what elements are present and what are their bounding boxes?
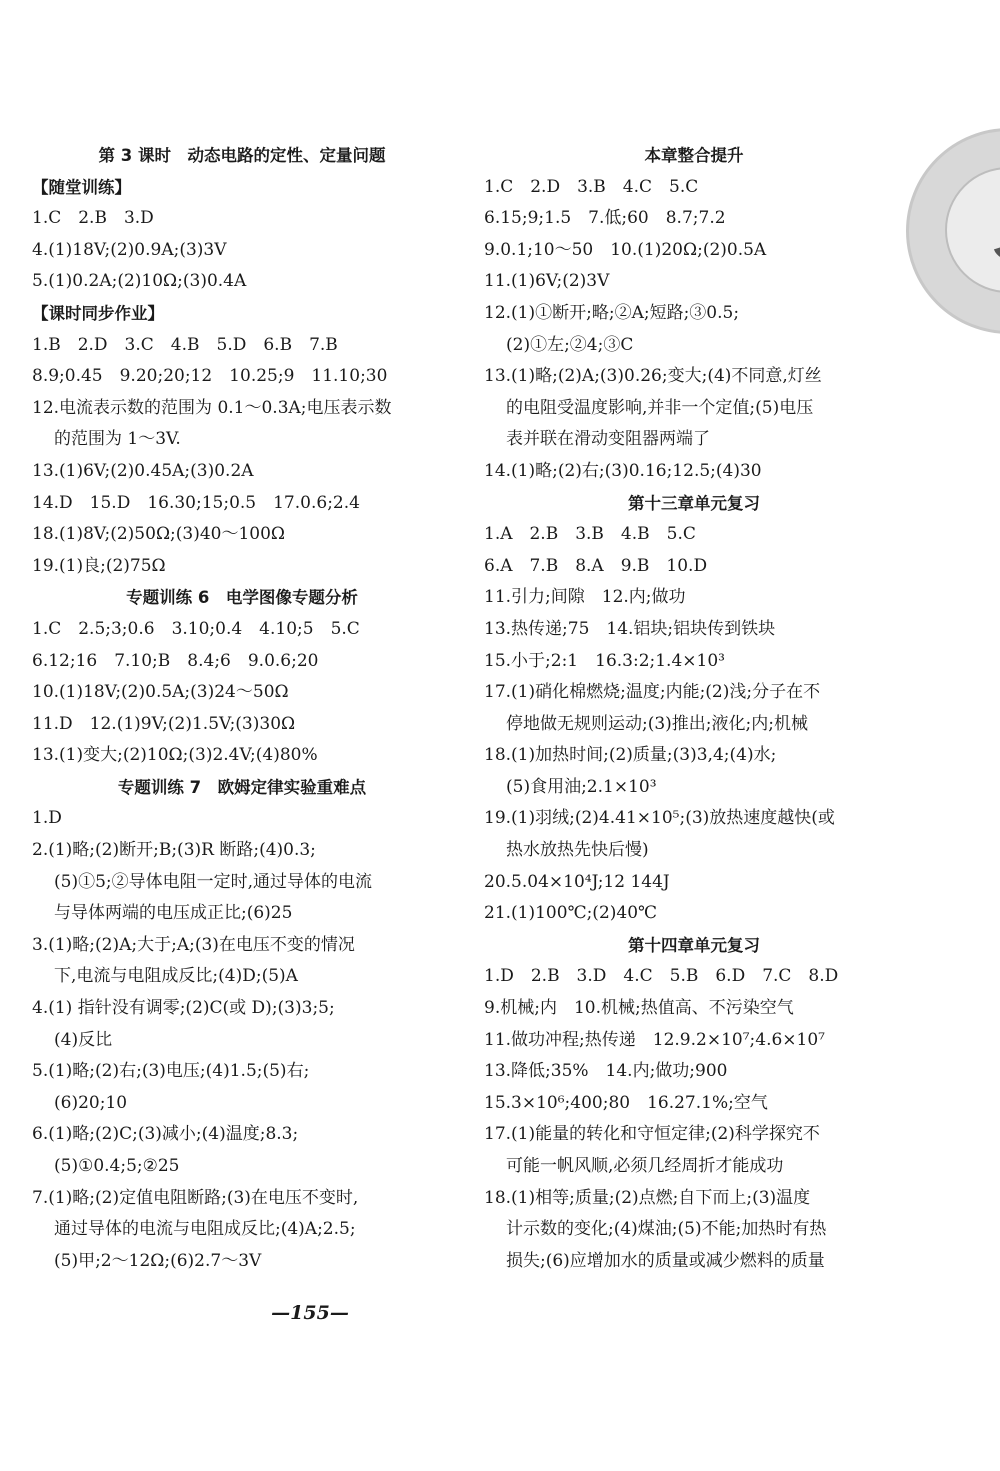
answer-line-continuation: 可能一帆风顺,必须几经周折才能成功 xyxy=(506,1156,784,1176)
answer-line: 13.热传递;75 14.铝块;铝块传到铁块 xyxy=(484,618,776,639)
answer-line-continuation: (5)①0.4;5;②25 xyxy=(54,1156,180,1176)
answer-line: 12.电流表示数的范围为 0.1～0.3A;电压表示数 xyxy=(32,397,392,418)
answer-line-continuation: 与导体两端的电压成正比;(6)25 xyxy=(54,903,293,924)
answer-line: 11.做功冲程;热传递 12.9.2×10⁷;4.6×10⁷ xyxy=(484,1029,825,1050)
answer-line: 19.(1)良;(2)75Ω xyxy=(32,555,166,576)
answer-line: 7.(1)略;(2)定值电阻断路;(3)在电压不变时, xyxy=(32,1187,359,1208)
answer-line: 9.0.1;10～50 10.(1)20Ω;(2)0.5A xyxy=(484,239,767,260)
answer-line: 1.B 2.D 3.C 4.B 5.D 6.B 7.B xyxy=(32,334,338,355)
answer-line: 5.(1)略;(2)右;(3)电压;(4)1.5;(5)右; xyxy=(32,1061,310,1082)
answer-line: 18.(1)8V;(2)50Ω;(3)40～100Ω xyxy=(32,524,286,545)
answer-line: 13.(1)略;(2)A;(3)0.26;变大;(4)不同意,灯丝 xyxy=(484,366,822,387)
answer-line-continuation: 通过导体的电流与电阻成反比;(4)A;2.5; xyxy=(54,1219,356,1240)
answer-line: 21.(1)100℃;(2)40℃ xyxy=(484,903,658,924)
answer-line: 11.(1)6V;(2)3V xyxy=(484,271,610,292)
answer-line: 6.A 7.B 8.A 9.B 10.D xyxy=(484,555,708,576)
answer-line: 15.3×10⁶;400;80 16.27.1%;空气 xyxy=(484,1092,768,1113)
answer-line-continuation: (5)食用油;2.1×10³ xyxy=(506,776,657,797)
answer-line: 1.D 2.B 3.D 4.C 5.B 6.D 7.C 8.D xyxy=(484,966,839,987)
answer-line: 12.(1)①断开;略;②A;短路;③0.5; xyxy=(484,302,740,323)
answer-line: 3.(1)略;(2)A;大于;A;(3)在电压不变的情况 xyxy=(32,934,355,955)
answer-line: 1.C 2.5;3;0.6 3.10;0.4 4.10;5 5.C xyxy=(32,618,360,639)
seal-center xyxy=(945,167,1000,293)
answer-line-continuation: (5)①5;②导体电阻一定时,通过导体的电流 xyxy=(54,871,373,892)
answer-line: 2.(1)略;(2)断开;B;(3)R 断路;(4)0.3; xyxy=(32,840,316,861)
answer-line-continuation: (6)20;10 xyxy=(54,1092,128,1113)
section-title: 本章整合提升 xyxy=(644,146,744,165)
subsection-heading: 【课时同步作业】 xyxy=(32,303,164,323)
answer-line: 13.降低;35% 14.内;做功;900 xyxy=(484,1061,728,1082)
answer-line: 20.5.04×10⁴J;12 144J xyxy=(484,871,670,892)
answer-line: 1.C 2.B 3.D xyxy=(32,208,154,229)
answer-line-continuation: (2)①左;②4;③C xyxy=(506,334,634,355)
subsection-heading: 【随堂训练】 xyxy=(32,177,131,197)
answer-line-continuation: 计示数的变化;(4)煤油;(5)不能;加热时有热 xyxy=(506,1219,827,1240)
answer-line: 6.(1)略;(2)C;(3)减小;(4)温度;8.3; xyxy=(32,1124,299,1145)
answer-line: 18.(1)加热时间;(2)质量;(3)3,4;(4)水; xyxy=(484,745,777,766)
answer-line: 18.(1)相等;质量;(2)点燃;自下而上;(3)温度 xyxy=(484,1187,811,1208)
answer-line: 17.(1)能量的转化和守恒定律;(2)科学探究不 xyxy=(484,1124,820,1145)
answer-line-continuation: 表并联在滑动变阻器两端了 xyxy=(506,429,710,450)
answer-line: 1.A 2.B 3.B 4.B 5.C xyxy=(484,524,696,545)
section-title: 第十四章单元复习 xyxy=(628,935,760,955)
page-number: —155— xyxy=(271,1302,349,1324)
answer-line: 10.(1)18V;(2)0.5A;(3)24～50Ω xyxy=(32,682,289,703)
answer-line-continuation: (4)反比 xyxy=(54,1029,113,1050)
leaf-logo-icon xyxy=(994,230,1000,275)
answer-line: 8.9;0.45 9.20;20;12 10.25;9 11.10;30 xyxy=(32,366,388,387)
answer-line: 4.(1)18V;(2)0.9A;(3)3V xyxy=(32,239,227,260)
section-title: 第 3 课时 动态电路的定性、定量问题 xyxy=(98,146,386,165)
answer-line: 1.D xyxy=(32,808,62,829)
answer-line-continuation: 损失;(6)应增加水的质量或减少燃料的质量 xyxy=(506,1250,825,1271)
answer-line-continuation: 热水放热先快后慢) xyxy=(506,840,649,861)
answer-line: 4.(1) 指针没有调零;(2)C(或 D);(3)3;5; xyxy=(32,998,335,1019)
answer-line: 6.12;16 7.10;B 8.4;6 9.0.6;20 xyxy=(32,650,319,671)
answer-line: 1.C 2.D 3.B 4.C 5.C xyxy=(484,176,699,197)
answer-line: 15.小于;2:1 16.3:2;1.4×10³ xyxy=(484,650,725,671)
section-title: 专题训练 7 欧姆定律实验重难点 xyxy=(117,777,367,797)
section-title: 专题训练 6 电学图像专题分析 xyxy=(126,588,358,608)
answer-line-continuation: 下,电流与电阻成反比;(4)D;(5)A xyxy=(54,966,298,987)
answer-line: 6.15;9;1.5 7.低;60 8.7;7.2 xyxy=(484,208,726,229)
answer-line: 5.(1)0.2A;(2)10Ω;(3)0.4A xyxy=(32,271,247,292)
answer-line: 14.D 15.D 16.30;15;0.5 17.0.6;2.4 xyxy=(32,492,360,513)
right-answer-column xyxy=(484,140,904,1277)
answer-line: 19.(1)羽绒;(2)4.41×10⁵;(3)放热速度越快(或 xyxy=(484,808,835,829)
answer-line: 17.(1)硝化棉燃烧;温度;内能;(2)浅;分子在不 xyxy=(484,682,821,703)
left-answer-column xyxy=(32,140,452,1277)
answer-line: 9.机械;内 10.机械;热值高、不污染空气 xyxy=(484,998,794,1019)
answer-line-continuation: 的范围为 1～3V. xyxy=(54,429,181,450)
answer-line: 14.(1)略;(2)右;(3)0.16;12.5;(4)30 xyxy=(484,460,762,481)
answer-line-continuation: (5)甲;2～12Ω;(6)2.7～3V xyxy=(54,1250,262,1271)
answer-line-continuation: 停地做无规则运动;(3)推出;液化;内;机械 xyxy=(506,713,808,734)
section-title: 第十三章单元复习 xyxy=(628,493,760,513)
answer-line: 13.(1)6V;(2)0.45A;(3)0.2A xyxy=(32,460,254,481)
answer-line: 11.D 12.(1)9V;(2)1.5V;(3)30Ω xyxy=(32,713,296,734)
answer-line: 13.(1)变大;(2)10Ω;(3)2.4V;(4)80% xyxy=(32,745,318,766)
site-watermark xyxy=(818,1384,996,1466)
publisher-seal xyxy=(906,128,1000,334)
answer-line-continuation: 的电阻受温度影响,并非一个定值;(5)电压 xyxy=(506,397,814,418)
answer-line: 11.引力;间隙 12.内;做功 xyxy=(484,587,686,608)
